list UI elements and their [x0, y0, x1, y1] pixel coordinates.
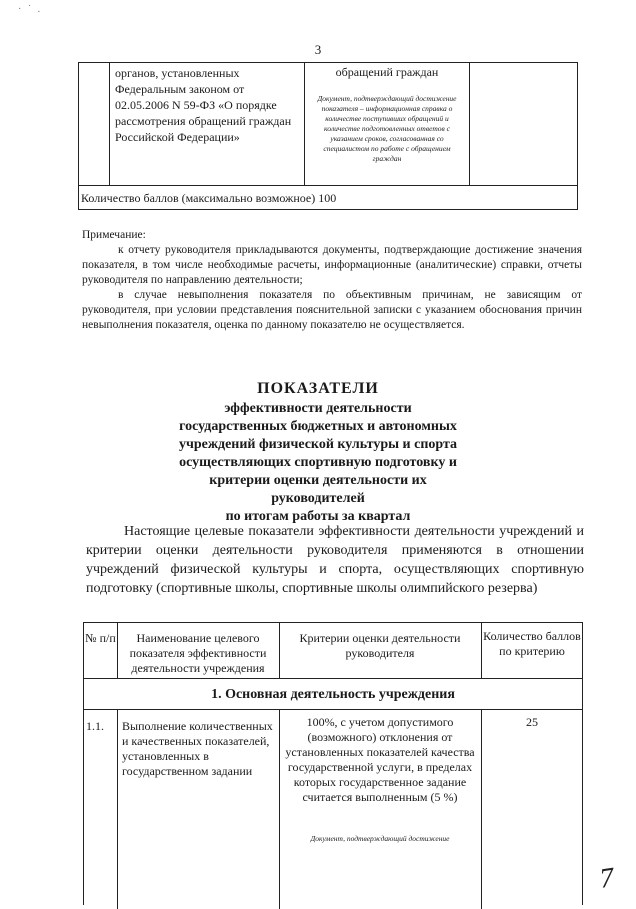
cell-indicator-text: органов, установленных Федеральным законом от 02.05.2006 N 59-ФЗ «О порядке рассмотрения обращений граждан Российской Федерации»: [109, 63, 305, 185]
header-points: Количество баллов по критерию: [483, 629, 581, 658]
cell-points: [470, 63, 577, 185]
row-points: 25: [526, 715, 538, 729]
page-number: 3: [314, 42, 322, 57]
header-number: № п/п: [85, 631, 116, 645]
notes-block: [82, 228, 582, 333]
col-divider: [481, 709, 482, 909]
title-line: по итогам работы за квартал: [225, 509, 411, 524]
note-paragraph-2: в случае невыполнения показателя по объективным причинам, не зависящим от руководителя, при условии представления пояснительной записки с указанием обоснования причин невыполнения показателя, оценка по данному показателю не осуществляется.: [82, 289, 582, 331]
row-number: 1.1.: [86, 719, 104, 733]
criteria-note: Документ, подтверждающий достижение показателя – информационная справка о количестве поступивших обращений и количестве подготовленных ответов с указанием сроков, согласованная со специалистом по работе с обращением граждан: [317, 94, 457, 163]
row-criteria: 100%, с учетом допустимого (возможного) отклонения от установленных показателей качества государственной услуги, в пределах которых государственное задание считается выполненным (5 %): [285, 715, 475, 804]
title-line: осуществляющих спортивную подготовку и: [179, 455, 457, 470]
notes-heading: Примечание:: [82, 229, 146, 241]
title-line: критерии оценки деятельности их: [209, 473, 427, 488]
row-indicator-name: Выполнение количественных и качественных показателей, установленных в государственном задании: [122, 719, 273, 778]
cell-criteria: [305, 63, 470, 185]
row-divider: [84, 709, 582, 710]
header-criteria: Критерии оценки деятельности руководителя: [299, 631, 461, 660]
intro-text: Настоящие целевые показатели эффективности деятельности учреждений и критерии оценки деятельности руководителя применяются в отношении учреждений физической культуры и спорта, осуществляющих спортивную подготовку (спортивные школы, спортивные школы олимпийского резерва): [86, 524, 584, 596]
criteria-heading: обращений граждан: [335, 65, 439, 79]
row-divider: [79, 185, 577, 186]
row-note: Документ, подтверждающий достижение: [310, 834, 450, 843]
handwritten-mark: 7: [597, 862, 617, 895]
document-title: [0, 380, 636, 526]
title-line: руководителей: [271, 491, 365, 506]
section-heading: 1. Основная деятельность учреждения: [211, 687, 455, 702]
title-line: эффективности деятельности: [224, 401, 412, 416]
title-main: ПОКАЗАТЕЛИ: [257, 380, 379, 397]
col-divider: [279, 709, 280, 909]
scan-marks: · ˙ .: [18, 4, 43, 15]
intro-paragraph: [86, 522, 584, 598]
row-divider: [84, 678, 582, 679]
indicators-table: [83, 622, 583, 905]
cell-number: [79, 63, 110, 185]
col-divider: [117, 709, 118, 909]
total-points: Количество баллов (максимально возможное) 100: [81, 191, 337, 205]
title-line: государственных бюджетных и автономных: [179, 419, 457, 434]
note-paragraph-1: к отчету руководителя прикладываются документы, подтверждающие достижение значения показателя, в том числе необходимые расчеты, информационные (аналитические) справки, отчеты руководителя по направлению деятельности;: [82, 244, 582, 286]
title-line: учреждений физической культуры и спорта: [178, 437, 458, 452]
header-indicator-name: Наименование целевого показателя эффективности деятельности учреждения: [129, 631, 267, 675]
continuation-table: [78, 62, 578, 210]
